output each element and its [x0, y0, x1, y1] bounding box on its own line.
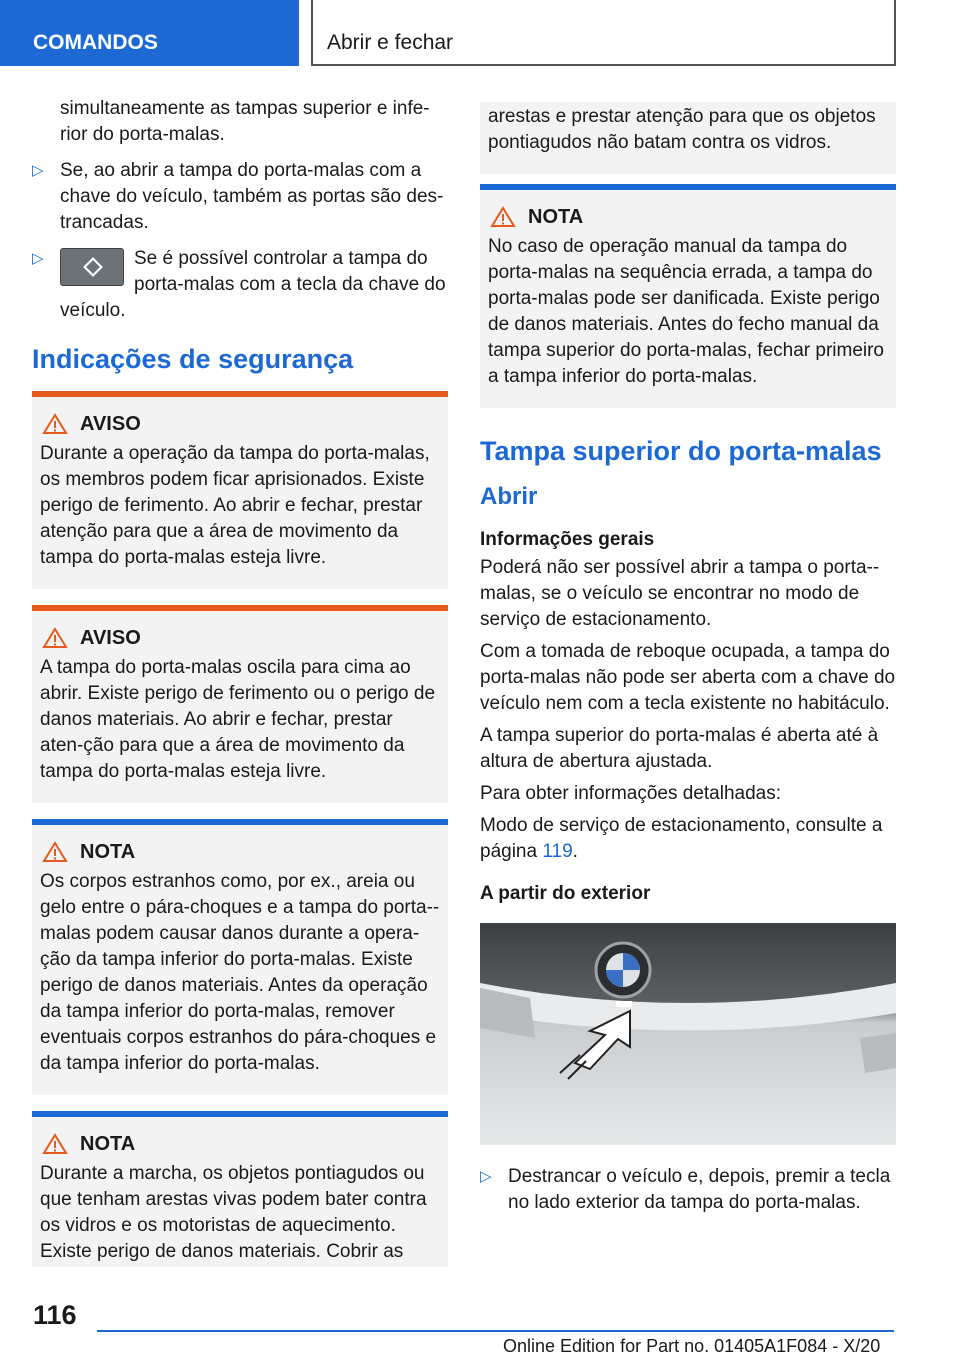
chapter-title: Abrir e fechar	[311, 0, 896, 66]
note-box	[32, 819, 448, 1095]
warning-triangle-icon	[42, 413, 68, 435]
list-item	[480, 1164, 896, 1216]
paragraph: Modo de serviço de estacionamento, consulte a página 119.	[480, 815, 883, 862]
list-item-text: Se, ao abrir a tampa do porta-malas com a chave do veículo, também as portas são des-trancadas.	[60, 160, 444, 233]
sub-heading: Abrir	[480, 483, 538, 510]
note-box-continued	[480, 102, 896, 174]
tailgate-key-button-icon	[60, 248, 124, 286]
general-info-heading: Informações gerais	[480, 529, 655, 550]
note-box	[32, 1111, 448, 1267]
right-column	[480, 102, 896, 1226]
tailgate-button-photo	[480, 923, 896, 1145]
bullet-triangle-icon: ▷	[32, 250, 44, 267]
note-title: NOTA	[488, 204, 888, 230]
note-text: No caso de operação manual da tampa do porta-malas na sequência errada, a tampa do porta-malas pode ser danificada. Existe perigo de danos materiais. Antes do fecho manual da tampa superior do porta-malas, fechar primeiro a tampa inferior do porta-malas.	[488, 236, 885, 387]
warning-title: AVISO	[40, 625, 440, 651]
warning-text: Durante a operação da tampa do porta-malas, os membros podem ficar aprisionados. Existe perigo de ferimento. Ao abrir e fechar, prestar atenção para que a área de movimento da tampa do porta-malas esteja livre.	[40, 443, 430, 568]
warning-text: A tampa do porta-malas oscila para cima ao abrir. Existe perigo de ferimento ou o perigo de danos materiais. Ao abrir e fechar, prestar aten-ção para que a área de movimento da tampa do porta-malas esteja livre.	[40, 657, 436, 782]
bullet-triangle-icon: ▷	[32, 162, 44, 179]
exterior-heading: A partir do exterior	[480, 883, 651, 904]
paragraph: A tampa superior do porta-malas é aberta até à altura de abertura ajustada.	[480, 725, 879, 772]
left-column	[32, 96, 448, 1283]
footer-divider	[97, 1330, 894, 1332]
intro-continued-text: simultaneamente as tampas superior e infe-rior do porta-malas.	[60, 98, 430, 145]
bullet-triangle-icon: ▷	[480, 1168, 492, 1185]
list-item	[32, 246, 448, 324]
list-item-text: Destrancar o veículo e, depois, premir a tecla no lado exterior da tampa do porta-malas.	[508, 1166, 891, 1213]
list-item	[32, 158, 448, 236]
warning-triangle-icon	[42, 1133, 68, 1155]
paragraph: Poderá não ser possível abrir a tampa o porta--malas, se o veículo se encontrar no modo de serviço de estacionamento.	[480, 557, 880, 630]
page-number: 116	[33, 1300, 77, 1330]
page-reference-link[interactable]: 119	[542, 841, 573, 862]
warning-triangle-icon	[490, 206, 516, 228]
note-box	[480, 184, 896, 408]
section-tab: COMANDOS	[0, 0, 299, 66]
main-heading: Tampa superior do porta-malas	[480, 436, 882, 466]
note-text: Durante a marcha, os objetos pontiagudos ou que tenham arestas vivas podem bater contra os vidros e os motoristas de aquecimento. Existe perigo de danos materiais. Cobrir as	[40, 1163, 427, 1262]
safety-heading: Indicações de segurança	[32, 344, 354, 374]
note-title: NOTA	[40, 839, 440, 865]
note-title: NOTA	[40, 1131, 440, 1157]
paragraph: Para obter informações detalhadas:	[480, 783, 782, 804]
warning-triangle-icon	[42, 841, 68, 863]
page-header	[0, 0, 960, 66]
warning-triangle-icon	[42, 627, 68, 649]
paragraph: Com a tomada de reboque ocupada, a tampa do porta-malas não pode ser aberta com a chave do veículo nem com a tecla existente no habitáculo.	[480, 641, 896, 714]
warning-box	[32, 391, 448, 589]
warning-title: AVISO	[40, 411, 440, 437]
edition-text: Online Edition for Part no. 01405A1F084 - X/20	[503, 1336, 881, 1356]
note-text: arestas e prestar atenção para que os objetos pontiagudos não batam contra os vidros.	[488, 106, 876, 153]
note-text: Os corpos estranhos como, por ex., areia ou gelo entre o pára-choques e a tampa do porta--malas podem causar danos durante a opera-ção da tampa inferior do porta-malas. Existe perigo de danos materiais. Antes da operação da tampa inferior do porta-malas, remover eventuais corpos estranhos do pára-choques e da tampa inferior do porta-malas.	[40, 871, 440, 1074]
list-item-text: Se é possível controlar a tampa do porta-malas com a tecla da chave do veículo.	[60, 248, 446, 321]
warning-box	[32, 605, 448, 803]
